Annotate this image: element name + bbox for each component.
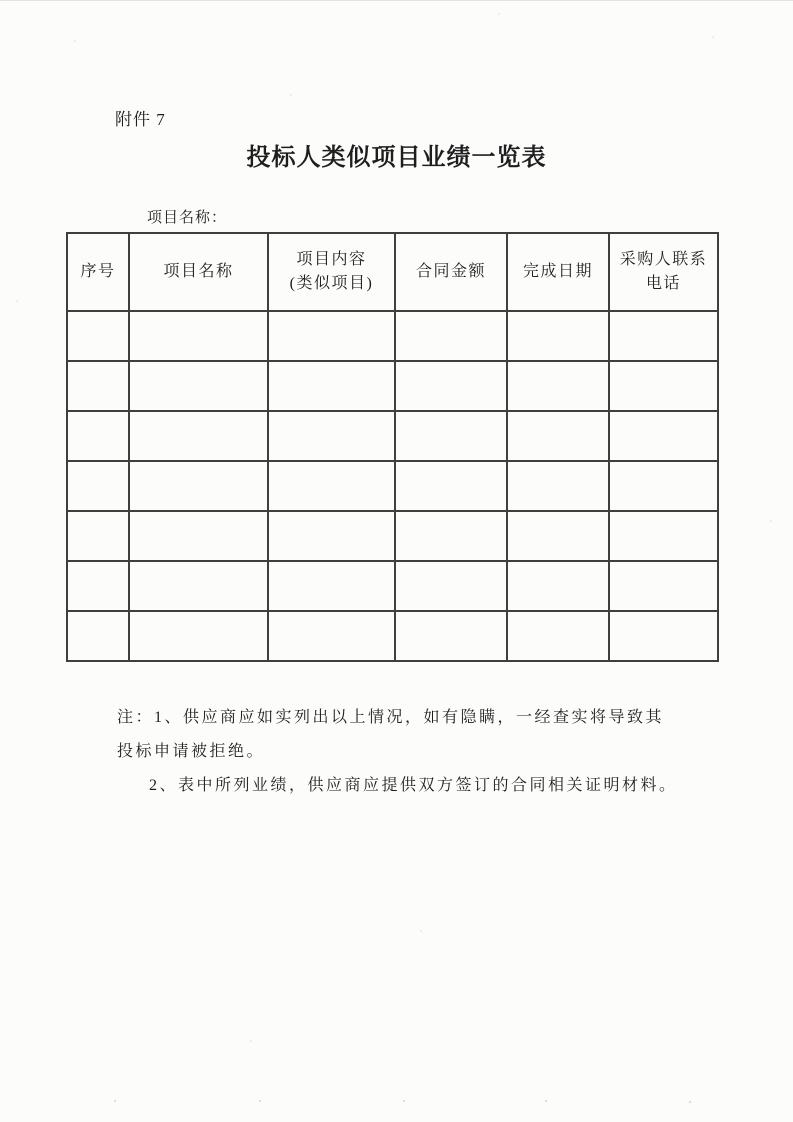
table-cell xyxy=(268,561,395,611)
table-cell xyxy=(67,511,129,561)
table-cell xyxy=(395,511,507,561)
header-label: 合同金额 xyxy=(415,263,486,280)
table-cell xyxy=(268,611,395,661)
table-cell xyxy=(507,561,609,611)
table-cell xyxy=(67,411,129,461)
table-cell xyxy=(67,611,129,661)
table-row xyxy=(67,561,718,611)
table-cell xyxy=(609,561,718,611)
scan-speck xyxy=(114,1100,116,1102)
header-label-line1: 采购人联系 xyxy=(619,251,708,268)
scan-speck xyxy=(545,1100,547,1102)
table-cell xyxy=(268,461,395,511)
notes-block xyxy=(117,701,723,803)
scan-speck xyxy=(712,36,714,38)
scan-speck xyxy=(420,930,422,932)
scan-speck xyxy=(250,1040,252,1042)
table-row xyxy=(67,461,718,511)
table-cell xyxy=(395,611,507,661)
table-cell xyxy=(129,511,268,561)
table-cell xyxy=(268,311,395,361)
table-cell xyxy=(395,311,507,361)
attachment-label: 附件 7 xyxy=(115,110,166,129)
table-cell xyxy=(67,461,129,511)
table-cell xyxy=(395,361,507,411)
table-row xyxy=(67,411,718,461)
table-cell xyxy=(67,311,129,361)
table-cell xyxy=(507,511,609,561)
scan-speck xyxy=(16,300,18,302)
scan-speck xyxy=(770,520,772,522)
header-cell-contract-amount xyxy=(395,233,507,311)
scan-speck xyxy=(290,94,292,96)
scan-speck xyxy=(259,1100,261,1102)
table-cell xyxy=(129,361,268,411)
table-cell xyxy=(609,361,718,411)
header-cell-purchaser-phone xyxy=(609,233,718,311)
table-cell xyxy=(67,361,129,411)
table-cell xyxy=(129,461,268,511)
table-cell xyxy=(507,311,609,361)
table-cell xyxy=(609,411,718,461)
table-cell xyxy=(507,611,609,661)
table-cell xyxy=(67,561,129,611)
page-title: 投标人类似项目业绩一览表 xyxy=(246,145,547,171)
table-cell xyxy=(609,311,718,361)
header-cell-project-name xyxy=(129,233,268,311)
scan-speck xyxy=(689,1101,691,1103)
header-label-line2: (类似项目) xyxy=(289,275,374,292)
note-line-3: 2、表中所列业绩，供应商应提供双方签订的合同相关证明材料。 xyxy=(149,777,678,794)
table-cell xyxy=(609,461,718,511)
table-cell xyxy=(129,411,268,461)
table-body xyxy=(67,311,718,661)
header-cell-completion-date xyxy=(507,233,609,311)
table-header-row xyxy=(67,233,718,311)
header-cell-serial-number xyxy=(67,233,129,311)
scan-speck xyxy=(498,13,500,15)
header-label: 项目名称 xyxy=(163,263,234,280)
header-label: 完成日期 xyxy=(522,263,593,280)
table-cell xyxy=(395,461,507,511)
table-row xyxy=(67,361,718,411)
note-line-1: 注：1、供应商应如实列出以上情况，如有隐瞒，一经查实将导致其 xyxy=(117,709,665,726)
performance-table xyxy=(66,232,719,662)
table-row xyxy=(67,311,718,361)
header-label-line1: 项目内容 xyxy=(296,251,367,268)
table-cell xyxy=(507,361,609,411)
table-cell xyxy=(129,561,268,611)
table-cell xyxy=(395,411,507,461)
header-label-line2: 电话 xyxy=(645,275,681,292)
header-cell-project-content xyxy=(268,233,395,311)
scan-speck xyxy=(74,40,76,42)
table-cell xyxy=(268,411,395,461)
table-cell xyxy=(129,311,268,361)
table-cell xyxy=(268,511,395,561)
table-cell xyxy=(609,611,718,661)
table-cell xyxy=(507,411,609,461)
table-cell xyxy=(507,461,609,511)
table-cell xyxy=(268,361,395,411)
table-cell xyxy=(609,511,718,561)
scan-speck xyxy=(403,1100,405,1102)
table-cell xyxy=(395,561,507,611)
table-cell xyxy=(129,611,268,661)
table-row xyxy=(67,511,718,561)
note-line-2: 投标申请被拒绝。 xyxy=(117,743,266,760)
table-caption-project-name: 项目名称： xyxy=(147,210,228,226)
table-row xyxy=(67,611,718,661)
header-label: 序号 xyxy=(80,263,116,280)
